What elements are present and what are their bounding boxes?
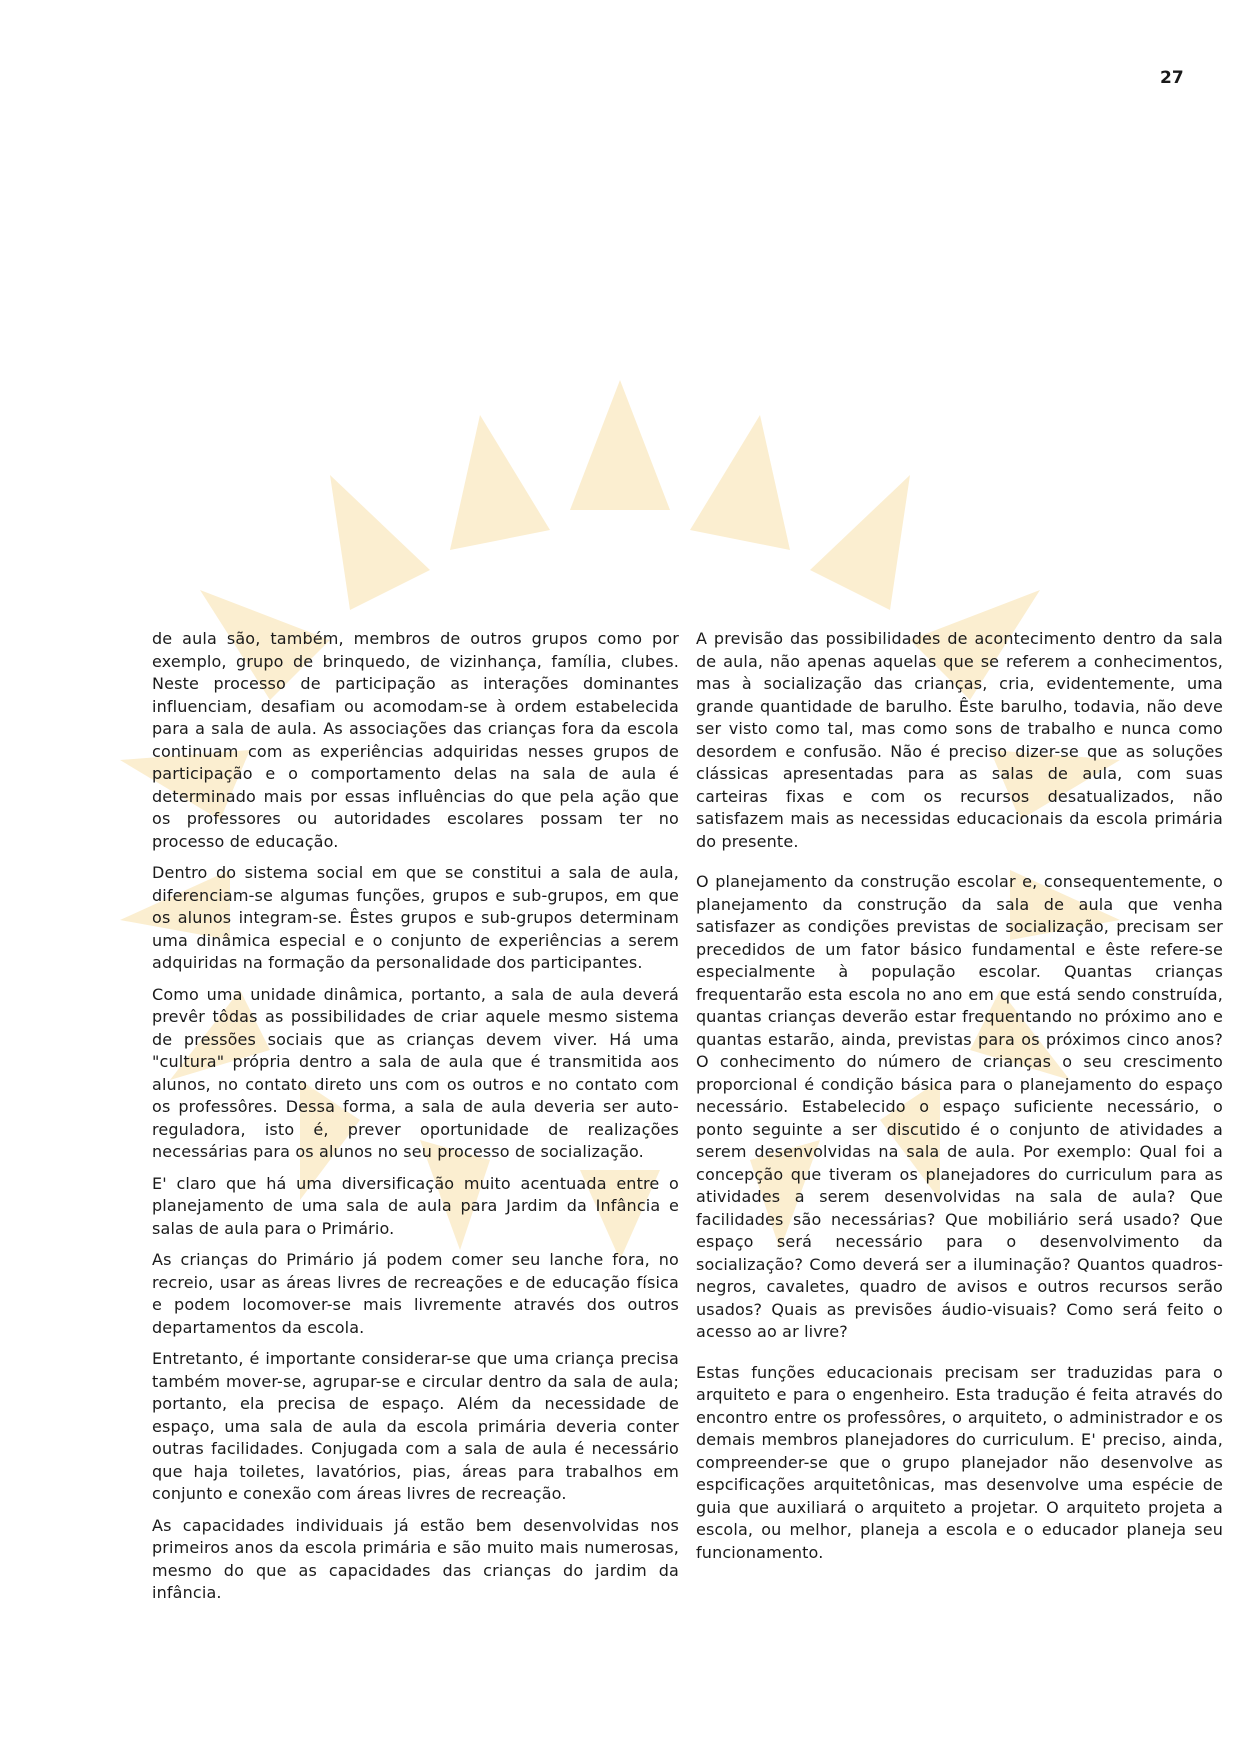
page-number: 27: [1160, 68, 1184, 88]
paragraph: A previsão das possibilidades de acontecimento dentro da sala de aula, não apenas aquelas que se referem a conhecimentos, mas à socialização das crianças, cria, evidentemente, uma grande quantidade de barulho. Êste barulho, todavia, não deve ser visto como tal, mas como sons de trabalho e nunca como desordem e confusão. Não é preciso dizer-se que as soluções clássicas apresentadas para as salas de aula, com suas carteiras fixas e com os recursos desatualizados, não satisfazem mais as necessidas educacionais da escola primária do presente.: [696, 629, 1223, 851]
paragraph: As capacidades individuais já estão bem desenvolvidas nos primeiros anos da escola primária e são muito mais numerosas, mesmo do que as capacidades das crianças do jardim da infância.: [152, 1515, 679, 1602]
paragraph: As crianças do Primário já podem comer seu lanche fora, no recreio, usar as áreas livres de recreações e de educação física e podem locomover-se mais livremente através dos outros departamentos da escola.: [152, 1250, 679, 1337]
left-text-column: [152, 628, 679, 1614]
paragraph: Entretanto, é importante considerar-se que uma criança precisa também mover-se, agrupar-se e circular dentro da sala de aula; portanto, ela precisa de espaço. Além da necessidade de espaço, uma sala de aula da escola primária deveria conter outras facilidades. Conjugada com a sala de aula é necessário que haja toiletes, lavatórios, pias, áreas para trabalhos em conjunto e conexão com áreas livres de recreação.: [152, 1349, 679, 1503]
paragraph: O planejamento da construção escolar e, consequentemente, o planejamento da construção da sala de aula que venha satisfazer as condições previstas de socialização, precisam ser precedidos de um fator básico fundamental e êste refere-se especialmente à população escolar. Quantas crianças frequentarão esta escola no ano em que está sendo construída, quantas crianças deverão estar frequentando no próximo ano e quantas estarão, ainda, previstas para os próximos cinco anos? O conhecimento do número de crianças o seu crescimento proporcional é condição básica para o planejamento do espaço necessário. Estabelecido o espaço suficiente necessário, o ponto seguinte a ser discutido é o conjunto de atividades a serem desenvolvidas na sala de aula. Por exemplo: Qual foi a concepção que tiveram os planejadores do curriculum para as atividades a serem desenvolvidas na sala de aula? Que facilidades são necessárias? Que mobiliário será usado? Que espaço será necessário para o desenvolvimento da socialização? Como deverá ser a iluminação? Quantos quadros-negros, cavaletes, quadro de avisos e outros recursos serão usados? Quais as previsões áudio-visuais? Como será feito o acesso ao ar livre?: [696, 872, 1223, 1341]
paragraph: Estas funções educacionais precisam ser traduzidas para o arquiteto e para o engenheiro. Esta tradução é feita através do encontro entre os professôres, o arquiteto, o administrador e os demais membros planejadores do curriculum. E' preciso, ainda, compreender-se que o grupo planejador não desenvolve as espcificações arquitetônicas, mas desenvolve uma espécie de guia que auxiliará o arquiteto a projetar. O arquiteto projeta a escola, ou melhor, planeja a escola e o educador planeja seu funcionamento.: [696, 1362, 1223, 1562]
paragraph: E' claro que há uma diversificação muito acentuada entre o planejamento de uma sala de aula para Jardim da Infância e salas de aula para o Primário.: [152, 1173, 679, 1238]
paragraph: de aula são, também, membros de outros grupos como por exemplo, grupo de brinquedo, de vizinhança, família, clubes. Neste processo de participação as interações dominantes influenciam, desafiam ou acomodam-se à ordem estabelecida para a sala de aula. As associações das crianças fora da escola continuam com as experiências adquiridas nesses grupos de participação e o comportamento delas na sala de aula é determinado mais por essas influências do que pela ação que os professores ou autoridades escolares possam ter no processo de educação.: [152, 629, 679, 851]
paragraph: Dentro do sistema social em que se constitui a sala de aula, diferenciam-se algumas funções, grupos e sub-grupos, em que os alunos integram-se. Êstes grupos e sub-grupos determinam uma dinâmica especial e o conjunto de experiências a serem adquiridas na formação da personalidade dos participantes.: [152, 863, 679, 972]
right-text-column: [696, 628, 1223, 1573]
paragraph: Como uma unidade dinâmica, portanto, a sala de aula deverá prevêr tôdas as possibilidades de criar aquele mesmo sistema de pressões sociais que as crianças devem viver. Há uma "cultura" própria dentro a sala de aula que é transmitida aos alunos, no contato direto uns com os outros e no contato com os professôres. Dessa forma, a sala de aula deveria ser auto-reguladora, isto é, prever oportunidade de realizações necessárias para os alunos no seu processo de socialização.: [152, 984, 679, 1161]
